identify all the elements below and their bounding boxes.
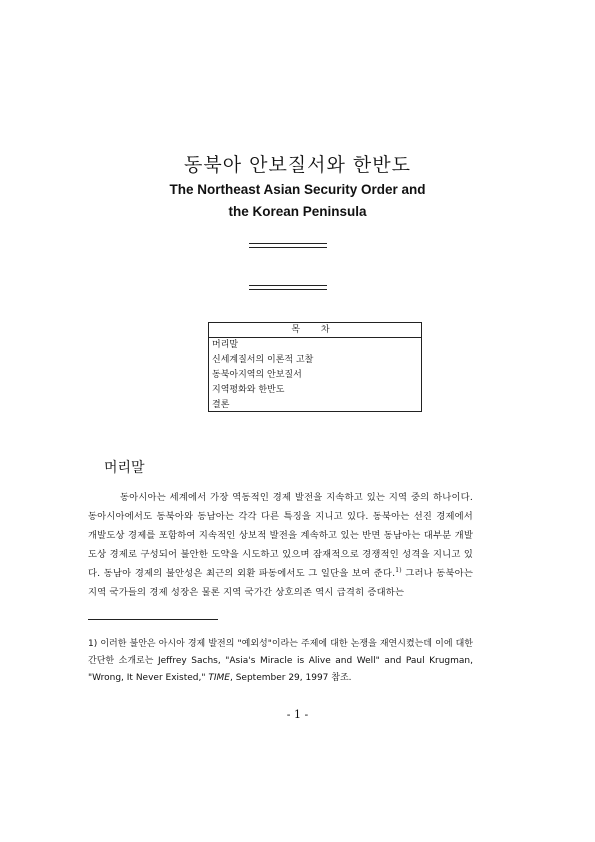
body-paragraph: [88, 488, 473, 602]
footnote-reference[interactable]: 1): [395, 566, 402, 574]
toc-heading: 목 차: [209, 323, 421, 338]
footnote-text: 1) 이러한 불안은 아시아 경제 발전의 "예외성"이라는 주제에 대한 논쟁을 재연시켰는데 이에 대한 간단한 소개로는 Jeffrey Sachs, "Asia's Miracle is Alive and Well" and Paul Krugman, "Wrong, It Never Existed,": [88, 639, 473, 683]
title-divider-lower: [249, 285, 327, 290]
footnote-source-rest: , September 29, 1997 참조.: [229, 673, 352, 683]
toc-item-intro: 머리말: [212, 340, 239, 350]
body-paragraph-text-cont: 그러나 동북아는 지역 국가들의 경제 성장은 물론 지역 국가간 상호의존 역시 급격히 증대하는: [88, 568, 473, 598]
document-title-english: [0, 179, 595, 223]
body-paragraph-text: 동아시아는 세계에서 가장 역동적인 경제 발전을 지속하고 있는 지역 중의 하나이다. 동아시아에서도 동북아와 동남아는 각각 다른 특징을 지니고 있다. 동북아는 선진 경제에서 개발도상 경제를 포함하여 지속적인 상보적 발전을 계속하고 있는 반면 동남아는 대부분 개발도상 경제로 구성되어 불안한 도약을 시도하고 있으며 잠재적으로 경쟁적인 성격을 지니고 있다. 동남아 경제의 불안성은 최근의 외환 파동에서도 그 일단을 보여 준다.: [88, 492, 473, 579]
table-of-contents: [208, 322, 422, 412]
footnote: [88, 636, 473, 687]
document-title-english-line2: the Korean Peninsula: [228, 204, 367, 219]
document-title-english-line1: The Northeast Asian Security Order and: [169, 182, 426, 197]
section-heading: 머리말: [104, 460, 145, 476]
toc-item-security-order: 동북아지역의 안보질서: [212, 370, 302, 380]
toc-item-conclusion: 결론: [212, 400, 230, 410]
toc-item-theory: 신세계질서의 이론적 고찰: [212, 355, 314, 365]
document-title-korean: 동북아 안보질서와 한반도: [184, 154, 411, 176]
title-divider-upper: [249, 243, 327, 248]
toc-item-regional-peace: 지역평화와 한반도: [212, 385, 285, 395]
footnote-divider: [88, 619, 218, 620]
page-number: - 1 -: [286, 708, 309, 721]
footnote-source-title: TIME: [208, 673, 230, 683]
